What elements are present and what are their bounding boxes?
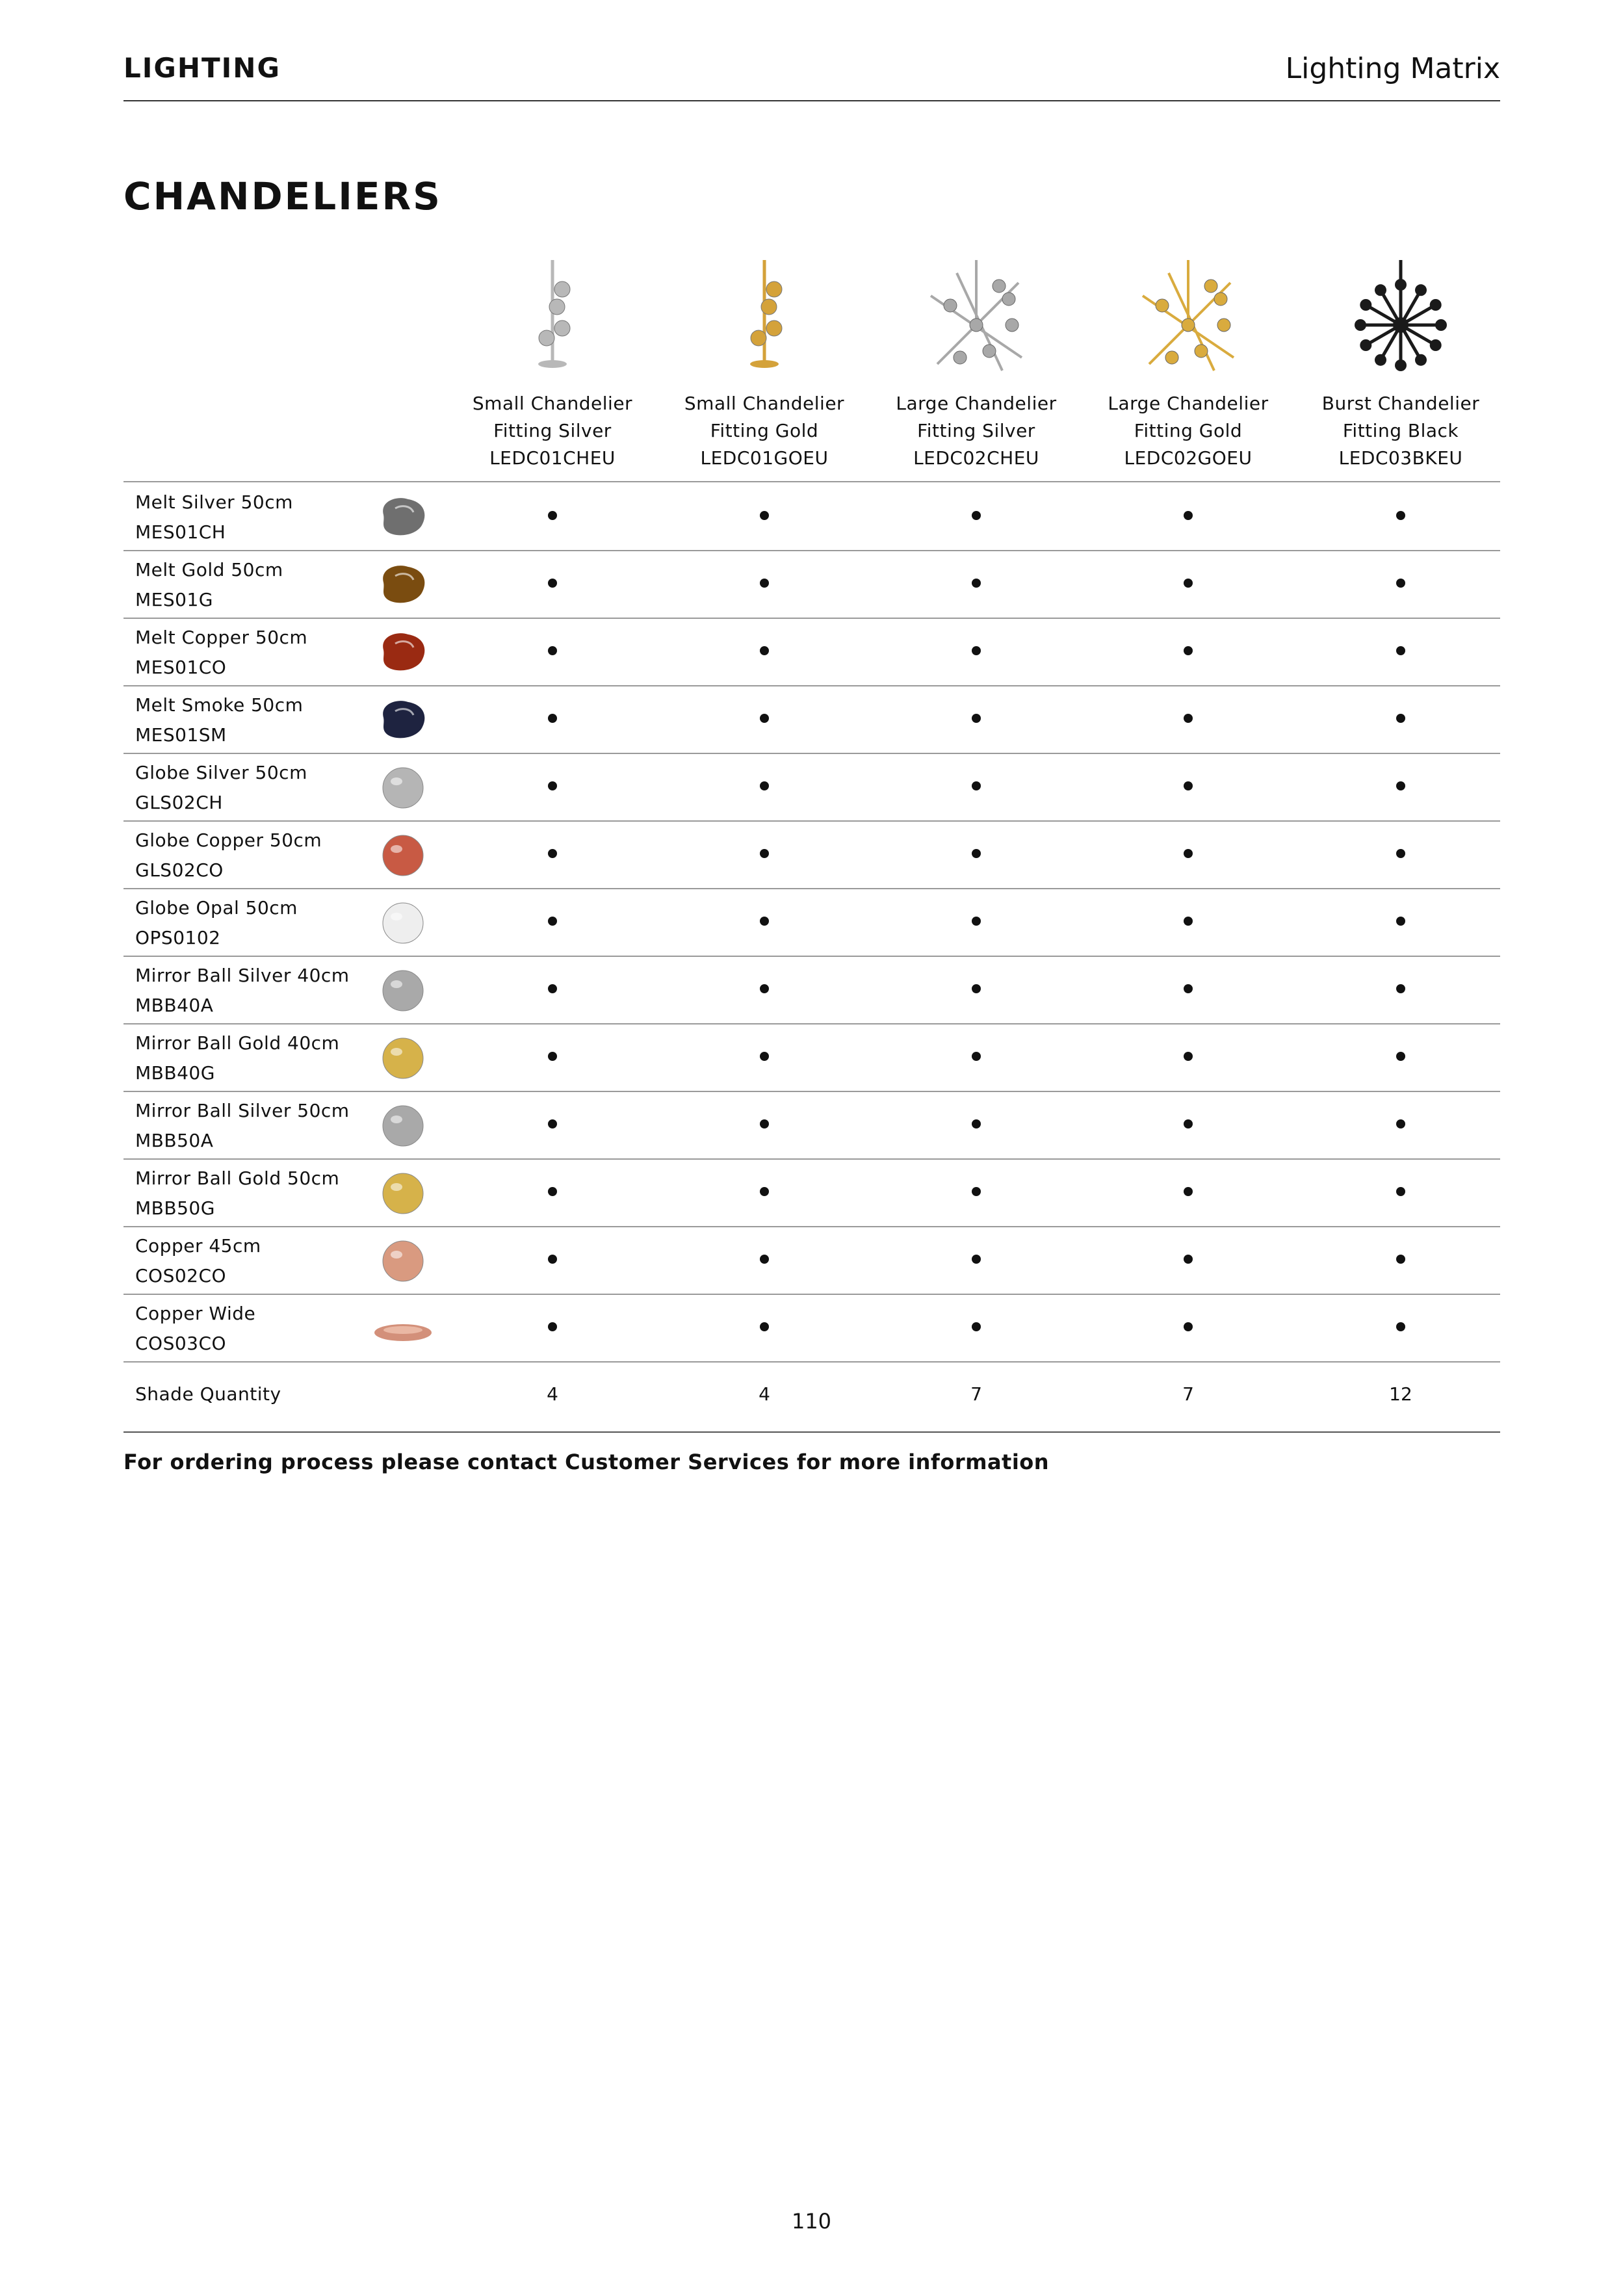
compatibility-dot [548,579,557,588]
shade-code: MES01CO [135,657,227,678]
compatibility-dot [760,579,769,588]
shade-name: Mirror Ball Gold 50cm [135,1168,340,1189]
compatibility-dot [760,1187,769,1196]
table-row [123,1091,1500,1158]
shade-info [135,1164,339,1223]
compatibility-dot [1396,1255,1405,1264]
compatibility-dot [548,984,557,993]
shade-code: MES01SM [135,724,227,746]
shade-name: Copper Wide [135,1303,256,1324]
shade-code: GLS02CH [135,792,223,813]
compatibility-dot [972,1119,981,1128]
compatibility-dot [1184,579,1193,588]
burst-chandelier-black-icon [1345,260,1456,377]
column-name-line1: Small Chandelier [684,393,845,414]
table-row [123,1226,1500,1294]
page-header [123,49,1500,101]
compatibility-dot [972,511,981,520]
shade-info [135,623,307,683]
table-row [123,482,1500,550]
table-row [123,550,1500,618]
shade-name: Melt Silver 50cm [135,491,293,513]
column-name-line2: Fitting Silver [917,420,1035,441]
column-name-line2: Fitting Gold [1134,420,1243,441]
column-name-line2: Fitting Silver [493,420,612,441]
column-name-line1: Large Chandelier [1108,393,1269,414]
column-header [870,260,1082,475]
compatibility-dot [1396,849,1405,858]
shade-info [135,1299,255,1359]
compatibility-dot [1184,714,1193,723]
compatibility-dot [1396,984,1405,993]
shade-quantity-value: 4 [759,1383,770,1405]
compatibility-dot [760,1119,769,1128]
compatibility-dot [760,646,769,655]
compatibility-dot [1184,646,1193,655]
mirror-ball-silver-40-icon [370,967,435,1013]
column-code: LEDC03BKEU [1338,447,1463,469]
shade-code: MES01CH [135,521,226,543]
shade-code: COS03CO [135,1333,227,1354]
large-chandelier-silver-icon [921,260,1032,377]
column-name-line1: Large Chandelier [896,393,1057,414]
table-row [123,820,1500,888]
shade-code: GLS02CO [135,859,224,881]
shade-info [135,690,303,750]
shade-code: MBB50G [135,1197,215,1219]
compatibility-dot [972,849,981,858]
compatibility-dot [548,917,557,926]
compatibility-dot [1184,511,1193,520]
mirror-ball-gold-50-icon [370,1170,435,1216]
shade-code: MBB40A [135,995,214,1016]
compatibility-dot [760,511,769,520]
column-name-line2: Fitting Black [1342,420,1459,441]
page-number: 110 [791,2209,832,2234]
copper-wide-shade-icon [370,1305,435,1351]
shade-code: MBB50A [135,1130,214,1151]
shade-quantity-value: 4 [547,1383,558,1405]
section-label: LIGHTING [123,52,281,84]
column-header [447,260,658,475]
shade-info [135,1028,339,1088]
shade-code: COS02CO [135,1265,227,1286]
compatibility-dot [972,714,981,723]
shade-name: Copper 45cm [135,1235,261,1257]
table-row [123,888,1500,956]
table-row [123,685,1500,753]
compatibility-dot [1396,714,1405,723]
compatibility-dot [1396,1187,1405,1196]
table-row [123,1023,1500,1091]
shade-info [135,961,350,1021]
compatibility-dot [760,1322,769,1331]
compatibility-dot [760,984,769,993]
melt-copper-shade-icon [370,629,435,675]
table-row [123,1158,1500,1226]
compatibility-dot [1396,781,1405,790]
compatibility-dot [972,1322,981,1331]
compatibility-dot [972,1187,981,1196]
globe-opal-shade-icon [370,900,435,945]
compatibility-dot [972,781,981,790]
shade-quantity-value: 12 [1389,1383,1412,1405]
compatibility-dot [548,511,557,520]
shade-info [135,826,322,885]
shade-info [135,758,307,818]
globe-copper-shade-icon [370,832,435,878]
table-bottom-rule [123,1431,1500,1433]
compatibility-dot [1184,781,1193,790]
compatibility-dot [760,1255,769,1264]
column-header [1295,260,1507,475]
compatibility-dot [760,781,769,790]
compatibility-dot [548,1322,557,1331]
column-code: LEDC01CHEU [489,447,616,469]
small-chandelier-gold-icon [709,260,820,377]
compatibility-dot [1396,917,1405,926]
compatibility-dot [1184,1119,1193,1128]
page-title: CHANDELIERS [123,174,442,218]
compatibility-dot [548,849,557,858]
compatibility-dot [972,579,981,588]
shade-quantity-value: 7 [1182,1383,1194,1405]
row-divider [123,1361,1500,1363]
table-row [123,618,1500,685]
shade-name: Mirror Ball Silver 50cm [135,1100,350,1121]
compatibility-dot [1184,1187,1193,1196]
shade-name: Melt Gold 50cm [135,559,283,581]
shade-code: MES01G [135,589,213,610]
shade-name: Globe Copper 50cm [135,829,322,851]
shade-quantity-row [123,1364,1500,1431]
compatibility-dot [1184,984,1193,993]
globe-silver-shade-icon [370,764,435,810]
compatibility-dot [760,1052,769,1061]
column-code: LEDC02CHEU [913,447,1039,469]
shade-info [135,555,283,615]
compatibility-dot [972,917,981,926]
ordering-note: For ordering process please contact Customer Services for more information [123,1450,1050,1474]
table-row [123,956,1500,1023]
compatibility-dot [548,714,557,723]
shade-name: Globe Silver 50cm [135,762,307,783]
column-header-text [658,390,870,472]
shade-name: Mirror Ball Silver 40cm [135,965,350,986]
table-row [123,1294,1500,1361]
compatibility-dot [1184,917,1193,926]
shade-info [135,1096,350,1156]
melt-smoke-shade-icon [370,697,435,742]
shade-code: OPS0102 [135,927,221,948]
large-chandelier-gold-icon [1133,260,1243,377]
document-title: Lighting Matrix [1285,52,1500,85]
shade-quantity-value: 7 [970,1383,982,1405]
compatibility-dot [972,646,981,655]
compatibility-dot [972,1255,981,1264]
compatibility-dot [1184,1322,1193,1331]
compatibility-dot [972,1052,981,1061]
shade-name: Melt Smoke 50cm [135,694,304,716]
shade-info [135,488,293,547]
compatibility-dot [760,849,769,858]
compatibility-dot [1184,1052,1193,1061]
column-code: LEDC01GOEU [700,447,829,469]
melt-silver-shade-icon [370,494,435,540]
copper-45-shade-icon [370,1238,435,1283]
compatibility-dot [1184,1255,1193,1264]
compatibility-dot [1396,646,1405,655]
shade-name: Melt Copper 50cm [135,627,308,648]
compatibility-dot [1396,1322,1405,1331]
compatibility-dot [548,1052,557,1061]
compatibility-dot [1396,511,1405,520]
compatibility-dot [760,917,769,926]
compatibility-dot [548,781,557,790]
melt-gold-shade-icon [370,562,435,607]
mirror-ball-gold-40-icon [370,1035,435,1080]
compatibility-dot [1396,579,1405,588]
mirror-ball-silver-50-icon [370,1102,435,1148]
column-header [658,260,870,475]
compatibility-dot [548,1119,557,1128]
compatibility-dot [548,1255,557,1264]
compatibility-dot [548,1187,557,1196]
compatibility-dot [972,984,981,993]
shade-name: Mirror Ball Gold 40cm [135,1032,340,1054]
column-name-line1: Burst Chandelier [1321,393,1480,414]
column-code: LEDC02GOEU [1124,447,1253,469]
shade-quantity-label: Shade Quantity [135,1383,281,1405]
column-name-line1: Small Chandelier [472,393,633,414]
shade-name: Globe Opal 50cm [135,897,298,919]
column-name-line2: Fitting Gold [710,420,819,441]
small-chandelier-silver-icon [497,260,608,377]
column-header-text [1082,390,1294,472]
shade-info [135,1231,261,1291]
column-header-text [870,390,1082,472]
column-header-text [1295,390,1507,472]
compatibility-dot [1396,1052,1405,1061]
compatibility-dot [1396,1119,1405,1128]
column-header-text [447,390,658,472]
compatibility-dot [760,714,769,723]
compatibility-dot [548,646,557,655]
compatibility-dot [1184,849,1193,858]
shade-code: MBB40G [135,1062,215,1084]
table-row [123,753,1500,820]
column-header [1082,260,1294,475]
shade-info [135,893,298,953]
